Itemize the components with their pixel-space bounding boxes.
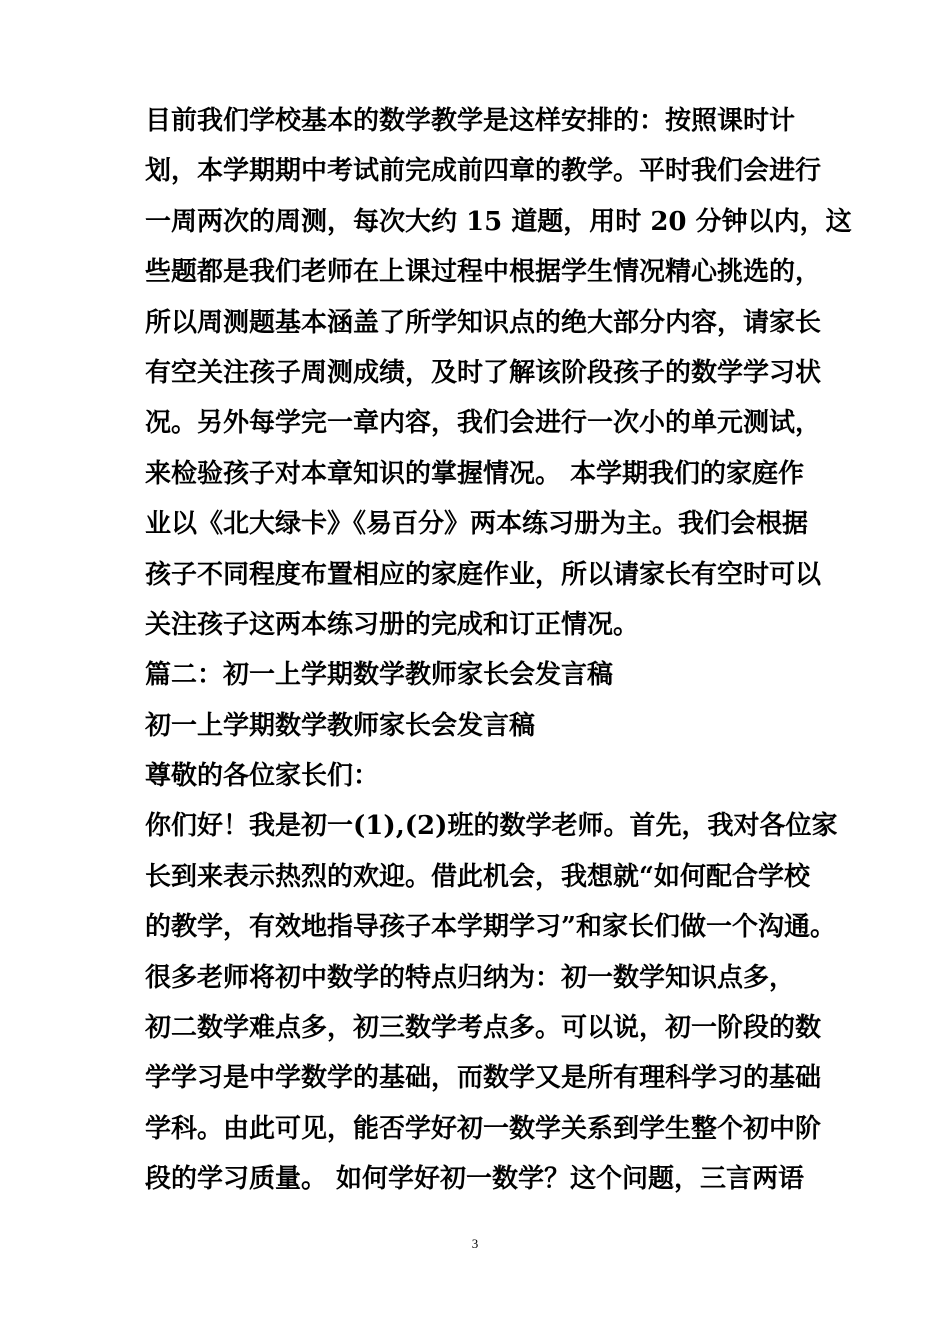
text-line: 一周两次的周测，每次大约 15 道题，用时 20 分钟以内，这 bbox=[145, 206, 852, 237]
text-line: 些题都是我们老师在上课过程中根据学生情况精心挑选的， bbox=[145, 257, 822, 288]
text-line: 段的学习质量。 如何学好初一数学？这个问题，三言两语 bbox=[145, 1164, 805, 1195]
text-line: 你们好！我是初一(1),(2)班的数学老师。首先，我对各位家 bbox=[145, 811, 838, 842]
section-heading: 篇二：初一上学期数学教师家长会发言稿 bbox=[145, 660, 614, 691]
text-line: 关注孩子这两本练习册的完成和订正情况。 bbox=[145, 609, 640, 640]
text-line: 况。另外每学完一章内容，我们会进行一次小的单元测试， bbox=[145, 408, 822, 439]
text-line: 学科。由此可见，能否学好初一数学关系到学生整个初中阶 bbox=[145, 1113, 822, 1144]
text-line: 的教学，有效地指导孩子本学期学习”和家长们做一个沟通。 bbox=[145, 912, 836, 943]
text-line: 很多老师将初中数学的特点归纳为：初一数学知识点多， bbox=[145, 962, 796, 993]
text-line: 目前我们学校基本的数学教学是这样安排的：按照课时计 bbox=[145, 106, 796, 136]
text-line: 所以周测题基本涵盖了所学知识点的绝大部分内容，请家长 bbox=[145, 307, 822, 338]
salutation: 尊敬的各位家长们： bbox=[145, 761, 380, 792]
text-line: 业以《北大绿卡》《易百分》两本练习册为主。我们会根据 bbox=[145, 509, 809, 540]
speech-title: 初一上学期数学教师家长会发言稿 bbox=[145, 710, 536, 741]
text-line: 有空关注孩子周测成绩，及时了解该阶段孩子的数学学习状 bbox=[145, 357, 822, 388]
text-line: 学学习是中学数学的基础，而数学又是所有理科学习的基础 bbox=[145, 1063, 822, 1094]
text-line: 长到来表示热烈的欢迎。借此机会，我想就“如何配合学校 bbox=[145, 861, 810, 892]
body-text bbox=[145, 96, 852, 1205]
text-line: 孩子不同程度布置相应的家庭作业，所以请家长有空时可以 bbox=[145, 559, 822, 590]
text-line: 来检验孩子对本章知识的掌握情况。 本学期我们的家庭作 bbox=[145, 458, 805, 489]
text-line: 初二数学难点多，初三数学考点多。可以说，初一阶段的数 bbox=[145, 1013, 822, 1044]
page-number: 3 bbox=[471, 1236, 479, 1251]
text-line: 划，本学期期中考试前完成前四章的教学。平时我们会进行 bbox=[145, 156, 822, 187]
